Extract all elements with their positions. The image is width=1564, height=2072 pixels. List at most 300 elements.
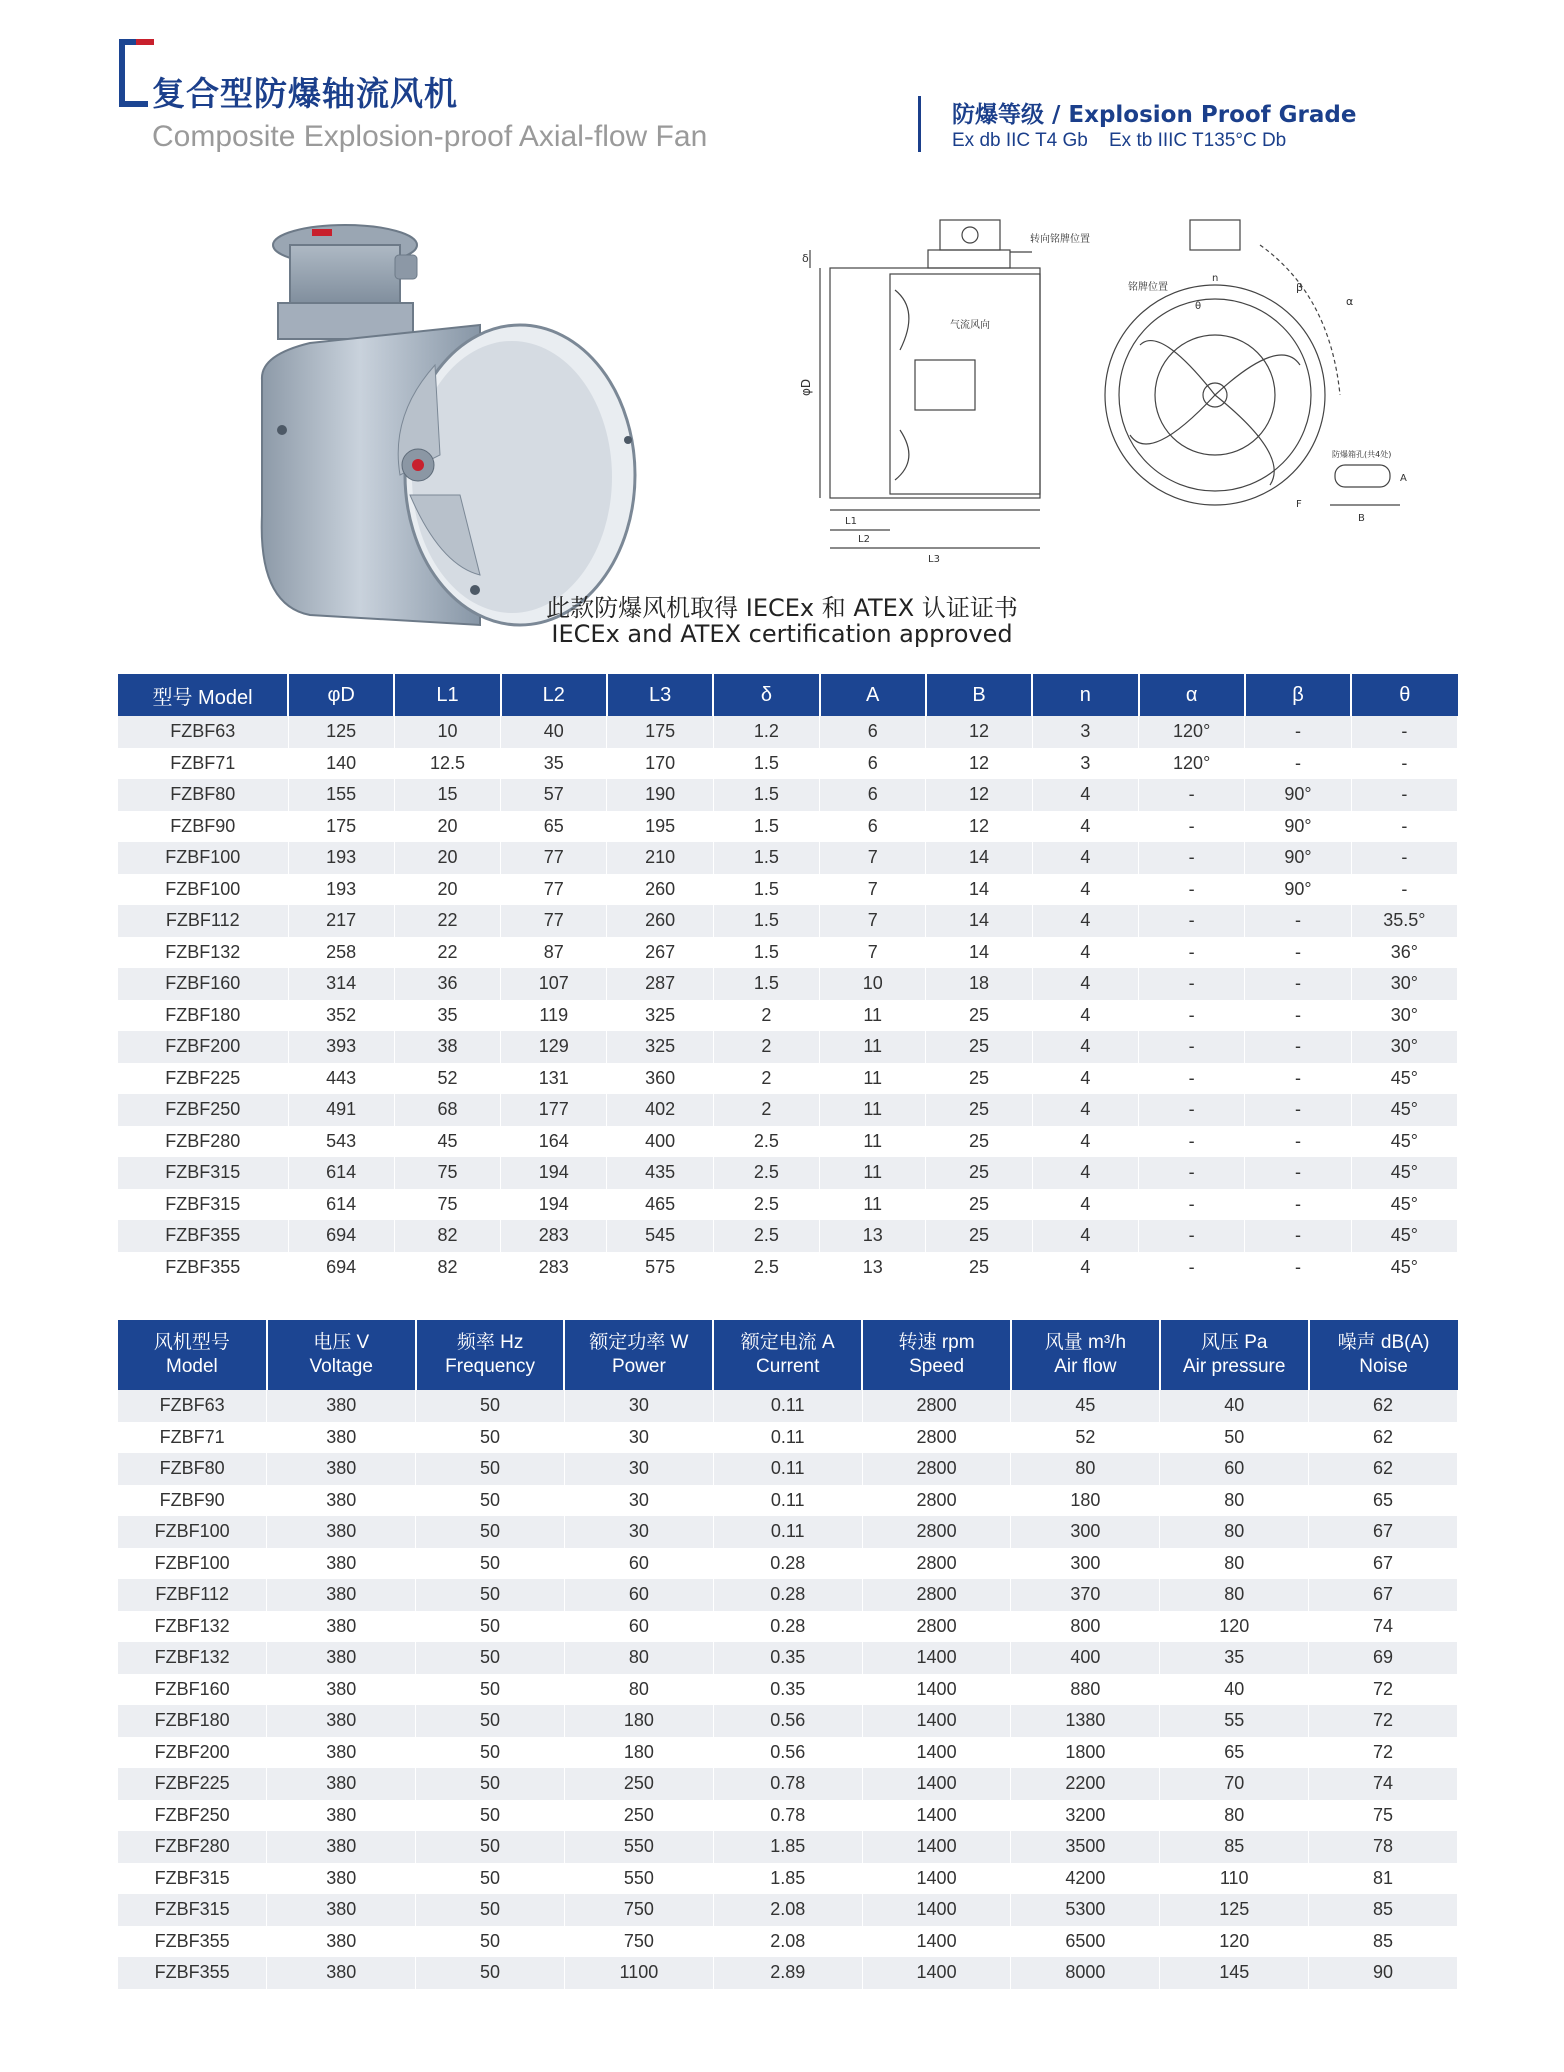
table-cell: FZBF200 <box>118 1737 267 1769</box>
table-cell: 2 <box>713 1094 819 1126</box>
dimensions-table-header <box>118 674 1458 716</box>
table-cell: - <box>1245 1000 1351 1032</box>
table-row <box>118 1579 1458 1611</box>
table-cell: - <box>1351 811 1457 843</box>
table-cell: 2800 <box>862 1579 1011 1611</box>
table-cell: 65 <box>501 811 607 843</box>
table-cell: 74 <box>1309 1768 1458 1800</box>
dimensions-header-cell: β <box>1245 674 1351 716</box>
table-cell: 2.89 <box>713 1957 862 1989</box>
table-cell: 50 <box>416 1894 565 1926</box>
table-cell: 1.5 <box>713 842 819 874</box>
table-cell: 45° <box>1351 1094 1457 1126</box>
table-cell: 30 <box>564 1390 713 1422</box>
table-cell: 11 <box>820 1031 926 1063</box>
table-cell: 25 <box>926 1126 1032 1158</box>
table-cell: FZBF225 <box>118 1063 288 1095</box>
table-cell: 250 <box>564 1768 713 1800</box>
table-cell: 120 <box>1160 1611 1309 1643</box>
table-cell: 8000 <box>1011 1957 1160 1989</box>
table-cell: 6 <box>820 779 926 811</box>
table-cell: 50 <box>416 1768 565 1800</box>
table-cell: 750 <box>564 1894 713 1926</box>
table-cell: - <box>1245 1252 1351 1284</box>
table-cell: 75 <box>1309 1800 1458 1832</box>
table-cell: FZBF71 <box>118 748 288 780</box>
table-row <box>118 1800 1458 1832</box>
table-cell: FZBF315 <box>118 1863 267 1895</box>
table-cell: 85 <box>1309 1926 1458 1958</box>
table-cell: 1400 <box>862 1894 1011 1926</box>
table-cell: 65 <box>1309 1485 1458 1517</box>
table-cell: 1.5 <box>713 905 819 937</box>
performance-header-cell <box>713 1320 862 1390</box>
performance-header-line: 风量 m³/h <box>1044 1332 1127 1353</box>
table-cell: 694 <box>288 1220 394 1252</box>
table-cell: FZBF355 <box>118 1220 288 1252</box>
table-cell: 360 <box>607 1063 713 1095</box>
table-cell: 25 <box>926 1094 1032 1126</box>
table-cell: 50 <box>416 1705 565 1737</box>
table-cell: FZBF355 <box>118 1957 267 1989</box>
table-cell: FZBF63 <box>118 1390 267 1422</box>
table-row <box>118 811 1458 843</box>
table-cell: 82 <box>394 1220 500 1252</box>
table-cell: 1400 <box>862 1863 1011 1895</box>
table-cell: 22 <box>394 937 500 969</box>
table-cell: 50 <box>416 1485 565 1517</box>
performance-header-line: Voltage <box>309 1356 373 1377</box>
table-cell: 4 <box>1032 842 1138 874</box>
table-cell: 465 <box>607 1189 713 1221</box>
table-cell: - <box>1245 937 1351 969</box>
table-cell: FZBF100 <box>118 874 288 906</box>
table-cell: FZBF355 <box>118 1252 288 1284</box>
table-cell: - <box>1139 968 1245 1000</box>
table-cell: FZBF100 <box>118 1516 267 1548</box>
table-cell: 175 <box>607 716 713 748</box>
table-cell: 880 <box>1011 1674 1160 1706</box>
table-row <box>118 1926 1458 1958</box>
table-cell: 2800 <box>862 1611 1011 1643</box>
table-cell: 67 <box>1309 1548 1458 1580</box>
table-cell: 2.5 <box>713 1126 819 1158</box>
table-cell: 3 <box>1032 748 1138 780</box>
table-cell: 67 <box>1309 1579 1458 1611</box>
table-cell: 6 <box>820 748 926 780</box>
table-cell: 1.5 <box>713 811 819 843</box>
table-cell: 60 <box>1160 1453 1309 1485</box>
grade-title: 防爆等级 / Explosion Proof Grade <box>952 102 1357 128</box>
table-cell: 30° <box>1351 1000 1457 1032</box>
table-cell: 1100 <box>564 1957 713 1989</box>
performance-header-line: Current <box>756 1356 820 1377</box>
table-cell: 694 <box>288 1252 394 1284</box>
table-cell: 177 <box>501 1094 607 1126</box>
table-cell: 1400 <box>862 1800 1011 1832</box>
table-cell: 0.56 <box>713 1737 862 1769</box>
table-cell: 2.5 <box>713 1252 819 1284</box>
table-cell: 1.5 <box>713 937 819 969</box>
table-cell: 25 <box>926 1189 1032 1221</box>
table-cell: 36° <box>1351 937 1457 969</box>
table-row <box>118 937 1458 969</box>
table-cell: 50 <box>416 1548 565 1580</box>
table-cell: - <box>1139 1157 1245 1189</box>
table-cell: 50 <box>416 1800 565 1832</box>
table-cell: FZBF200 <box>118 1031 288 1063</box>
table-cell: 4 <box>1032 1031 1138 1063</box>
table-cell: 60 <box>564 1579 713 1611</box>
table-cell: 20 <box>394 874 500 906</box>
dimensions-header-cell: φD <box>288 674 394 716</box>
table-cell: 4 <box>1032 1220 1138 1252</box>
table-cell: 4 <box>1032 1252 1138 1284</box>
table-cell: 380 <box>267 1800 416 1832</box>
table-cell: 4200 <box>1011 1863 1160 1895</box>
table-cell: 0.11 <box>713 1422 862 1454</box>
table-cell: - <box>1139 1094 1245 1126</box>
table-cell: 2.5 <box>713 1157 819 1189</box>
table-row <box>118 1674 1458 1706</box>
table-row <box>118 1957 1458 1989</box>
table-cell: 325 <box>607 1031 713 1063</box>
table-row <box>118 1422 1458 1454</box>
table-cell: 75 <box>394 1157 500 1189</box>
table-cell: 2800 <box>862 1453 1011 1485</box>
table-cell: 287 <box>607 968 713 1000</box>
table-cell: 80 <box>564 1674 713 1706</box>
table-cell: 0.11 <box>713 1485 862 1517</box>
table-cell: 194 <box>501 1189 607 1221</box>
table-cell: 11 <box>820 1063 926 1095</box>
table-cell: 267 <box>607 937 713 969</box>
table-cell: - <box>1245 1220 1351 1252</box>
table-cell: 380 <box>267 1422 416 1454</box>
table-cell: - <box>1139 1220 1245 1252</box>
table-cell: 370 <box>1011 1579 1160 1611</box>
table-cell: FZBF315 <box>118 1894 267 1926</box>
table-cell: 380 <box>267 1485 416 1517</box>
table-cell: 107 <box>501 968 607 1000</box>
table-cell: 155 <box>288 779 394 811</box>
table-cell: 20 <box>394 811 500 843</box>
table-cell: 402 <box>607 1094 713 1126</box>
table-cell: 3 <box>1032 716 1138 748</box>
table-cell: 80 <box>1011 1453 1160 1485</box>
table-cell: 15 <box>394 779 500 811</box>
table-cell: 120 <box>1160 1926 1309 1958</box>
table-cell: 380 <box>267 1674 416 1706</box>
table-cell: 45° <box>1351 1252 1457 1284</box>
table-cell: - <box>1139 1063 1245 1095</box>
table-cell: 1380 <box>1011 1705 1160 1737</box>
table-cell: 800 <box>1011 1611 1160 1643</box>
table-cell: 4 <box>1032 1189 1138 1221</box>
table-cell: 30° <box>1351 1031 1457 1063</box>
table-cell: 380 <box>267 1611 416 1643</box>
table-cell: 1800 <box>1011 1737 1160 1769</box>
table-cell: 260 <box>607 874 713 906</box>
l1-label: L1 <box>845 516 857 527</box>
table-row <box>118 716 1458 748</box>
table-row <box>118 1485 1458 1517</box>
table-cell: 2.5 <box>713 1189 819 1221</box>
table-cell: 380 <box>267 1548 416 1580</box>
table-row <box>118 1220 1458 1252</box>
table-cell: 77 <box>501 905 607 937</box>
table-cell: FZBF315 <box>118 1157 288 1189</box>
table-cell: 380 <box>267 1579 416 1611</box>
performance-header-line: Air pressure <box>1183 1356 1286 1377</box>
table-row <box>118 1863 1458 1895</box>
table-cell: FZBF315 <box>118 1189 288 1221</box>
table-cell: 145 <box>1160 1957 1309 1989</box>
table-cell: 4 <box>1032 1094 1138 1126</box>
table-cell: 30 <box>564 1422 713 1454</box>
table-cell: 0.11 <box>713 1453 862 1485</box>
table-cell: - <box>1139 937 1245 969</box>
table-cell: FZBF180 <box>118 1000 288 1032</box>
table-cell: 193 <box>288 874 394 906</box>
table-cell: FZBF355 <box>118 1926 267 1958</box>
table-cell: 70 <box>1160 1768 1309 1800</box>
airflow-label: 气流风向 <box>950 320 990 331</box>
table-cell: 4 <box>1032 937 1138 969</box>
table-cell: FZBF250 <box>118 1800 267 1832</box>
table-cell: 12.5 <box>394 748 500 780</box>
table-cell: 7 <box>820 842 926 874</box>
table-row <box>118 1548 1458 1580</box>
table-cell: 110 <box>1160 1863 1309 1895</box>
table-row <box>118 1157 1458 1189</box>
table-cell: 3500 <box>1011 1831 1160 1863</box>
table-cell: 80 <box>1160 1485 1309 1517</box>
table-cell: 35 <box>394 1000 500 1032</box>
performance-header-line: Power <box>611 1356 666 1377</box>
table-row <box>118 1126 1458 1158</box>
certification-en: IECEx and ATEX certification approved <box>551 620 1013 648</box>
table-cell: - <box>1139 874 1245 906</box>
table-cell: 80 <box>1160 1800 1309 1832</box>
table-cell: 5300 <box>1011 1894 1160 1926</box>
table-cell: 1.5 <box>713 779 819 811</box>
performance-header-line: 额定功率 W <box>589 1332 689 1353</box>
table-cell: 62 <box>1309 1453 1458 1485</box>
table-cell: - <box>1139 842 1245 874</box>
table-row <box>118 1705 1458 1737</box>
table-cell: FZBF132 <box>118 937 288 969</box>
performance-header-line: 转速 rpm <box>898 1332 975 1353</box>
grade-divider <box>918 96 921 152</box>
performance-header-line: Speed <box>909 1356 965 1377</box>
table-row <box>118 1642 1458 1674</box>
table-cell: 0.56 <box>713 1705 862 1737</box>
table-cell: 550 <box>564 1831 713 1863</box>
table-cell: 1.2 <box>713 716 819 748</box>
table-cell: 80 <box>1160 1516 1309 1548</box>
table-cell: 4 <box>1032 905 1138 937</box>
table-cell: 2 <box>713 1031 819 1063</box>
table-cell: 90° <box>1245 842 1351 874</box>
table-cell: 80 <box>1160 1548 1309 1580</box>
table-cell: 180 <box>1011 1485 1160 1517</box>
table-cell: 4 <box>1032 1126 1138 1158</box>
table-cell: 4 <box>1032 968 1138 1000</box>
table-cell: 52 <box>1011 1422 1160 1454</box>
table-cell: 11 <box>820 1000 926 1032</box>
table-cell: 0.78 <box>713 1768 862 1800</box>
table-cell: 68 <box>394 1094 500 1126</box>
table-cell: FZBF160 <box>118 1674 267 1706</box>
table-cell: 11 <box>820 1126 926 1158</box>
table-cell: FZBF250 <box>118 1094 288 1126</box>
table-cell: 30 <box>564 1516 713 1548</box>
table-cell: 400 <box>607 1126 713 1158</box>
table-cell: 50 <box>1160 1422 1309 1454</box>
table-cell: 380 <box>267 1926 416 1958</box>
table-cell: 0.28 <box>713 1548 862 1580</box>
performance-table-header <box>118 1320 1458 1390</box>
theta-label: θ <box>1195 301 1202 312</box>
table-cell: 90° <box>1245 779 1351 811</box>
delta-label: δ <box>802 252 809 265</box>
table-cell: 14 <box>926 905 1032 937</box>
table-cell: - <box>1139 1000 1245 1032</box>
table-row <box>118 1094 1458 1126</box>
table-cell: 69 <box>1309 1642 1458 1674</box>
table-cell: - <box>1351 716 1457 748</box>
table-cell: 614 <box>288 1157 394 1189</box>
table-cell: 125 <box>288 716 394 748</box>
table-cell: 11 <box>820 1157 926 1189</box>
table-cell: 2800 <box>862 1516 1011 1548</box>
table-cell: 12 <box>926 716 1032 748</box>
table-cell: 81 <box>1309 1863 1458 1895</box>
table-cell: 50 <box>416 1831 565 1863</box>
table-cell: 45° <box>1351 1126 1457 1158</box>
table-cell: 380 <box>267 1894 416 1926</box>
table-cell: 400 <box>1011 1642 1160 1674</box>
table-cell: 50 <box>416 1579 565 1611</box>
table-cell: 1400 <box>862 1642 1011 1674</box>
table-cell: 491 <box>288 1094 394 1126</box>
table-cell: 62 <box>1309 1422 1458 1454</box>
performance-header-cell <box>1011 1320 1160 1390</box>
table-cell: 352 <box>288 1000 394 1032</box>
table-cell: 1.85 <box>713 1831 862 1863</box>
alpha-label: α <box>1346 295 1354 308</box>
table-cell: 575 <box>607 1252 713 1284</box>
table-cell: 180 <box>564 1705 713 1737</box>
table-cell: 325 <box>607 1000 713 1032</box>
table-cell: 260 <box>607 905 713 937</box>
table-cell: 250 <box>564 1800 713 1832</box>
table-cell: 20 <box>394 842 500 874</box>
table-row <box>118 1768 1458 1800</box>
table-cell: 50 <box>416 1422 565 1454</box>
table-cell: 30 <box>564 1485 713 1517</box>
table-cell: 2200 <box>1011 1768 1160 1800</box>
table-cell: 0.11 <box>713 1390 862 1422</box>
table-cell: FZBF112 <box>118 1579 267 1611</box>
dimensions-header-cell: δ <box>713 674 819 716</box>
performance-header-line: Air flow <box>1054 1356 1117 1377</box>
table-cell: 18 <box>926 968 1032 1000</box>
table-cell: 52 <box>394 1063 500 1095</box>
table-cell: 300 <box>1011 1516 1160 1548</box>
table-cell: 1.5 <box>713 968 819 1000</box>
performance-header-line: 风机型号 <box>153 1332 230 1353</box>
table-cell: 50 <box>416 1516 565 1548</box>
table-cell: 25 <box>926 1220 1032 1252</box>
table-cell: 14 <box>926 874 1032 906</box>
table-cell: 25 <box>926 1063 1032 1095</box>
table-cell: 1400 <box>862 1926 1011 1958</box>
performance-header-cell <box>862 1320 1011 1390</box>
table-cell: 60 <box>564 1548 713 1580</box>
table-cell: 380 <box>267 1642 416 1674</box>
dimensions-header-cell: L1 <box>394 674 500 716</box>
table-cell: 75 <box>394 1189 500 1221</box>
table-cell: - <box>1139 1252 1245 1284</box>
table-cell: 14 <box>926 842 1032 874</box>
table-cell: 120° <box>1139 716 1245 748</box>
table-cell: 50 <box>416 1957 565 1989</box>
table-cell: 40 <box>1160 1674 1309 1706</box>
table-cell: 1.5 <box>713 874 819 906</box>
table-cell: FZBF71 <box>118 1422 267 1454</box>
table-cell: 50 <box>416 1737 565 1769</box>
table-cell: 217 <box>288 905 394 937</box>
table-cell: 0.11 <box>713 1516 862 1548</box>
table-cell: - <box>1139 1126 1245 1158</box>
table-cell: 90° <box>1245 811 1351 843</box>
table-cell: 45 <box>1011 1390 1160 1422</box>
table-cell: 1.85 <box>713 1863 862 1895</box>
table-cell: 7 <box>820 937 926 969</box>
table-cell: 77 <box>501 874 607 906</box>
table-row <box>118 1252 1458 1284</box>
table-cell: 380 <box>267 1957 416 1989</box>
table-cell: 300 <box>1011 1548 1160 1580</box>
table-cell: 380 <box>267 1516 416 1548</box>
table-cell: 194 <box>501 1157 607 1189</box>
dimensions-header-cell: 型号 Model <box>118 674 288 716</box>
table-cell: 4 <box>1032 874 1138 906</box>
table-cell: 35.5° <box>1351 905 1457 937</box>
table-cell: 35 <box>1160 1642 1309 1674</box>
table-cell: 85 <box>1309 1894 1458 1926</box>
table-cell: 30 <box>564 1453 713 1485</box>
dimensions-header-cell: n <box>1032 674 1138 716</box>
table-row <box>118 905 1458 937</box>
table-cell: - <box>1245 1157 1351 1189</box>
table-cell: 12 <box>926 748 1032 780</box>
table-cell: 72 <box>1309 1737 1458 1769</box>
table-cell: 129 <box>501 1031 607 1063</box>
table-cell: 80 <box>1160 1579 1309 1611</box>
table-cell: FZBF280 <box>118 1831 267 1863</box>
table-cell: 62 <box>1309 1390 1458 1422</box>
table-cell: 38 <box>394 1031 500 1063</box>
table-cell: 1400 <box>862 1705 1011 1737</box>
page-title-cn: 复合型防爆轴流风机 <box>152 74 458 113</box>
performance-header-cell <box>1309 1320 1458 1390</box>
table-cell: 2800 <box>862 1485 1011 1517</box>
performance-header-cell <box>416 1320 565 1390</box>
table-cell: 72 <box>1309 1674 1458 1706</box>
